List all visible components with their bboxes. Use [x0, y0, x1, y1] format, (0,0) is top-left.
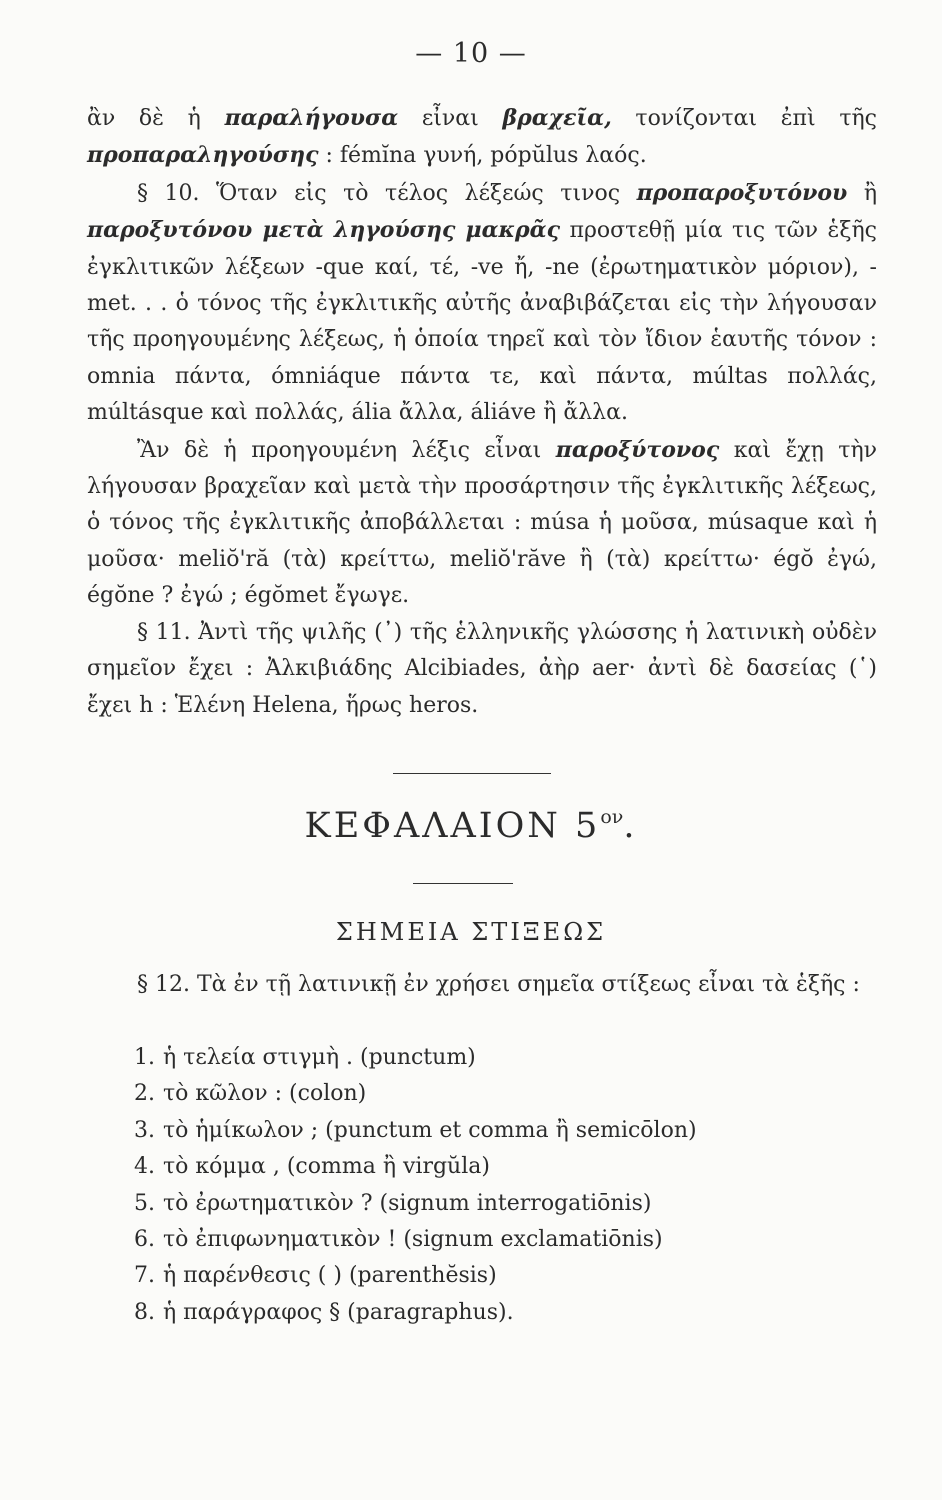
text-run: ἢ — [847, 180, 877, 206]
list-item-text: τὸ ἐρωτηματικὸν ? (signum interrogatiōnis) — [163, 1190, 652, 1216]
emphasis-term: παροξυτόνου μετὰ ληγούσης μακρᾶς — [87, 217, 560, 244]
chapter-title: ΚΕΦΑΛΑΙΟΝ 5 — [304, 806, 601, 846]
list-item — [134, 1222, 697, 1258]
list-item-number: 4. — [134, 1154, 155, 1180]
chapter-dot: . — [623, 806, 638, 846]
page-number: — 10 — — [415, 38, 527, 69]
chapter-underline — [413, 883, 513, 884]
text-run: τονίζονται ἐπὶ τῆς — [611, 106, 877, 131]
main-text — [87, 100, 877, 724]
list-item-text: ἡ τελεία στιγμὴ . (punctum) — [163, 1045, 476, 1070]
section-divider — [393, 773, 551, 774]
list-item — [134, 1113, 697, 1149]
list-item-text: ἡ παράγραφος § (paragraphus). — [163, 1299, 514, 1325]
chapter-heading — [0, 806, 942, 846]
list-item — [134, 1186, 697, 1222]
list-item-number: 5. — [134, 1190, 155, 1216]
text-run: εἶναι — [398, 106, 503, 131]
paragraph-12 — [87, 967, 877, 1003]
paragraph-12-text: § 12. Τὰ ἐν τῇ λατινικῇ ἐν χρήσει σημεῖα στίξεως εἶναι τὰ ἑξῆς : — [137, 972, 860, 997]
chapter-suffix: ον — [600, 806, 624, 828]
list-item — [134, 1040, 697, 1076]
text-run: : fémĭna γυνή, pópŭlus λαός. — [318, 143, 647, 169]
text-run: ἂν δὲ ἡ — [87, 106, 225, 131]
list-item — [134, 1295, 697, 1331]
list-item — [134, 1076, 697, 1112]
list-item-number: 7. — [134, 1263, 155, 1289]
list-item-number: 6. — [134, 1227, 155, 1253]
emphasis-term: προπαροξυτόνου — [636, 179, 848, 206]
text-run: καὶ ἔχῃ τὴν λήγουσαν βραχεῖαν καὶ μετὰ τὴν προσάρτησιν τῆς ἐγκλιτικῆς λέξεως, ὁ τόνος τῆς ἐγκλιτικῆς ἀποβάλλεται : músa ἡ μοῦσα, músaque καὶ ἡ μοῦσα· meliŏ'ră (τὰ) κρείττω, meliŏ'răve ἢ (τὰ) κρείττω· égŏ ἐγώ, égŏne ? ἐγώ ; égŏmet ἔγωγε. — [87, 437, 877, 609]
list-item — [134, 1258, 697, 1294]
list-item-number: 2. — [134, 1081, 155, 1107]
paragraph-1 — [87, 100, 877, 175]
emphasis-term: παροξύτονος — [555, 436, 720, 463]
paragraph-3 — [87, 432, 877, 615]
text-run: § 10. Ὅταν εἰς τὸ τέλος λέξεώς τινος — [137, 180, 637, 206]
text-run: Ἂν δὲ ἡ προηγουμένη λέξις εἶναι — [137, 437, 556, 463]
emphasis-term: παραλήγουσα — [224, 105, 399, 131]
list-item-number: 1. — [134, 1045, 155, 1070]
list-item-number: 8. — [134, 1299, 155, 1325]
text-run: προστεθῇ μία τις τῶν ἑξῆς ἐγκλιτικῶν λέξεων -que καί, τέ, -ve ἤ, -ne (ἐρωτηματικὸν μόριον), -met. . . ὁ τόνος τῆς ἐγκλιτικῆς αὐτῆς ἀναβιβάζεται εἰς τὴν λήγουσαν τῆς προηγουμένης λέξεως, ἡ ὁποία τηρεῖ καὶ τὸν ἴδιον ἑαυτῆς τόνον : omnia πάντα, ómniáque πάντα τε, καὶ πάντα, múltas πολλάς, múltásque καὶ πολλάς, ália ἄλλα, áliáve ἢ ἄλλα. — [87, 218, 877, 426]
list-item-number: 3. — [134, 1117, 155, 1143]
emphasis-term: προπαραληγούσης — [87, 142, 319, 169]
section-title: ΣΗΜΕΙΑ ΣΤΙΞΕΩΣ — [335, 918, 607, 946]
punctuation-list — [134, 1040, 697, 1331]
paragraph-2 — [87, 175, 877, 432]
list-item-text: τὸ κῶλον : (colon) — [163, 1081, 367, 1107]
paragraph-4 — [87, 615, 877, 724]
list-item — [134, 1149, 697, 1185]
text-run: § 11. Ἀντὶ τῆς ψιλῆς (᾿) τῆς ἑλληνικῆς γλώσσης ἡ λατινικὴ οὐδὲν σημεῖον ἔχει : Ἀλκιβιάδης Alcibiades, ἀὴρ aer· ἀντὶ δὲ δασείας (῾) ἔχει h : Ἑλένη Helena, ἥρως heros. — [87, 619, 877, 718]
list-item-text: τὸ ἐπιφωνηματικὸν ! (signum exclamatiōnis) — [163, 1227, 663, 1253]
emphasis-term: βραχεῖα, — [502, 105, 612, 131]
list-item-text: ἡ παρένθεσις ( ) (parenthĕsis) — [163, 1263, 497, 1289]
list-item-text: τὸ ἡμίκωλον ; (punctum et comma ἢ semicōlon) — [163, 1117, 697, 1143]
list-item-text: τὸ κόμμα , (comma ἢ virgŭla) — [163, 1154, 490, 1180]
